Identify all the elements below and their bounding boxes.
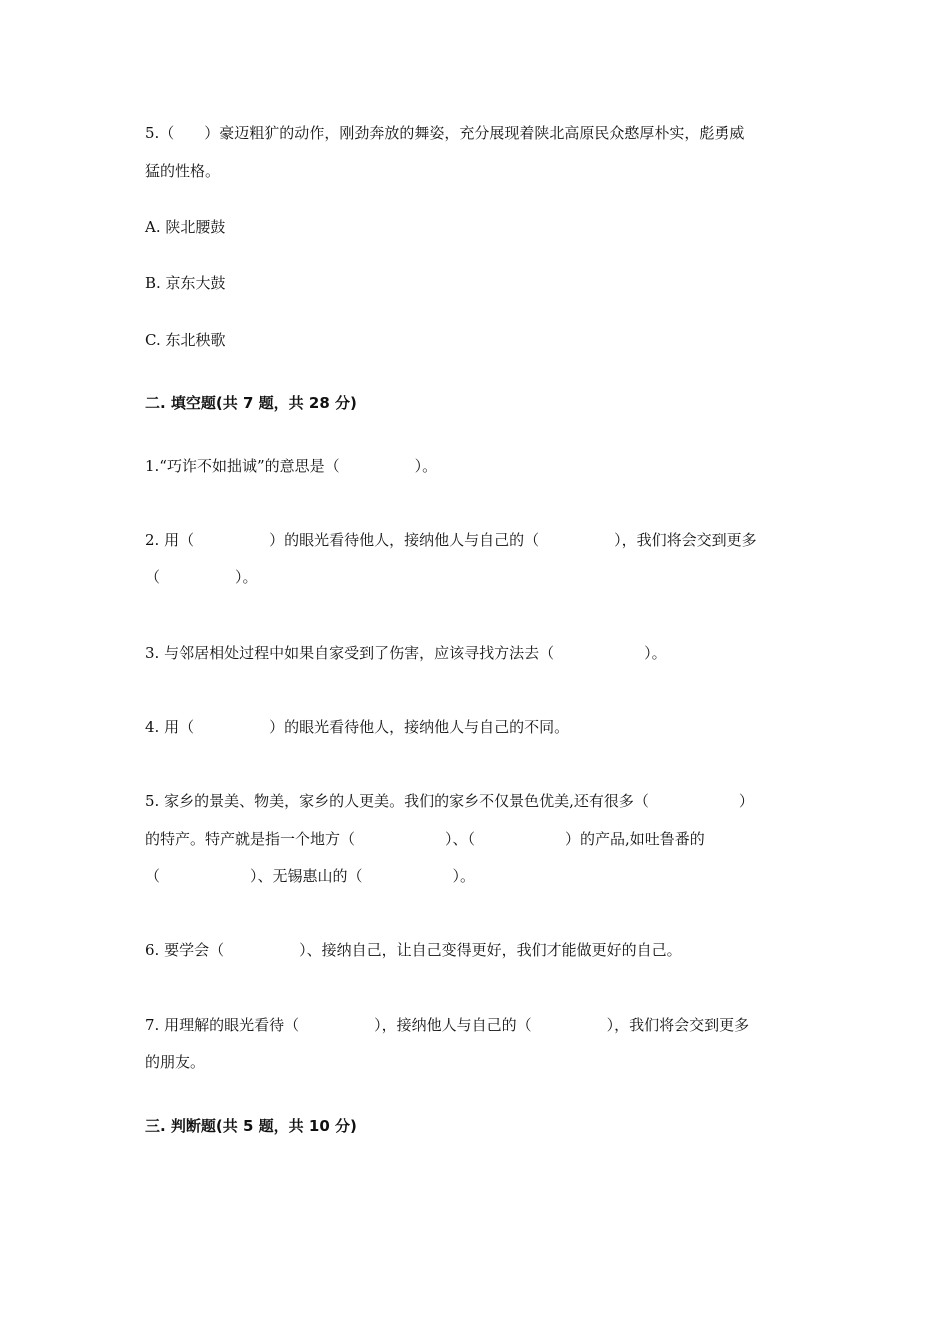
- question-5-text-line-2: 猛的性格。: [145, 162, 221, 180]
- fill-question-3: 3. 与邻居相处过程中如果自家受到了伤害，应该寻找方法去（ ）。: [145, 644, 667, 662]
- option-c: C. 东北秧歌: [145, 331, 226, 349]
- fill-question-1: 1.“巧诈不如拙诚”的意思是（ ）。: [145, 457, 438, 475]
- option-b: B. 京东大鼓: [145, 274, 226, 292]
- fill-question-2-line-2: （ ）。: [145, 568, 258, 586]
- fill-question-5-line-3: （ ）、无锡惠山的（ ）。: [145, 867, 476, 885]
- fill-question-6: 6. 要学会（ ）、接纳自己，让自己变得更好，我们才能做更好的自己。: [145, 941, 682, 959]
- fill-question-2-line-1: 2. 用（ ）的眼光看待他人，接纳他人与自己的（ ），我们将会交到更多: [145, 531, 757, 549]
- option-a: A. 陕北腰鼓: [145, 218, 226, 236]
- section-heading-true-false: 三. 判断题(共 5 题，共 10 分): [145, 1117, 357, 1135]
- fill-question-7-line-2: 的朋友。: [145, 1053, 206, 1071]
- fill-question-4: 4. 用（ ）的眼光看待他人，接纳他人与自己的不同。: [145, 718, 570, 736]
- question-5-text-line-1: 5.（ ）豪迈粗犷的动作，刚劲奔放的舞姿，充分展现着陕北高原民众憨厚朴实，彪勇威: [145, 124, 745, 142]
- fill-question-5-line-2: 的特产。特产就是指一个地方（ ）、（ ）的产品,如吐鲁番的: [145, 830, 705, 848]
- section-heading-fill-in: 二. 填空题(共 7 题，共 28 分): [145, 394, 357, 412]
- fill-question-5-line-1: 5. 家乡的景美、物美，家乡的人更美。我们的家乡不仅景色优美,还有很多（ ）: [145, 792, 754, 810]
- fill-question-7-line-1: 7. 用理解的眼光看待（ ），接纳他人与自己的（ ），我们将会交到更多: [145, 1016, 750, 1034]
